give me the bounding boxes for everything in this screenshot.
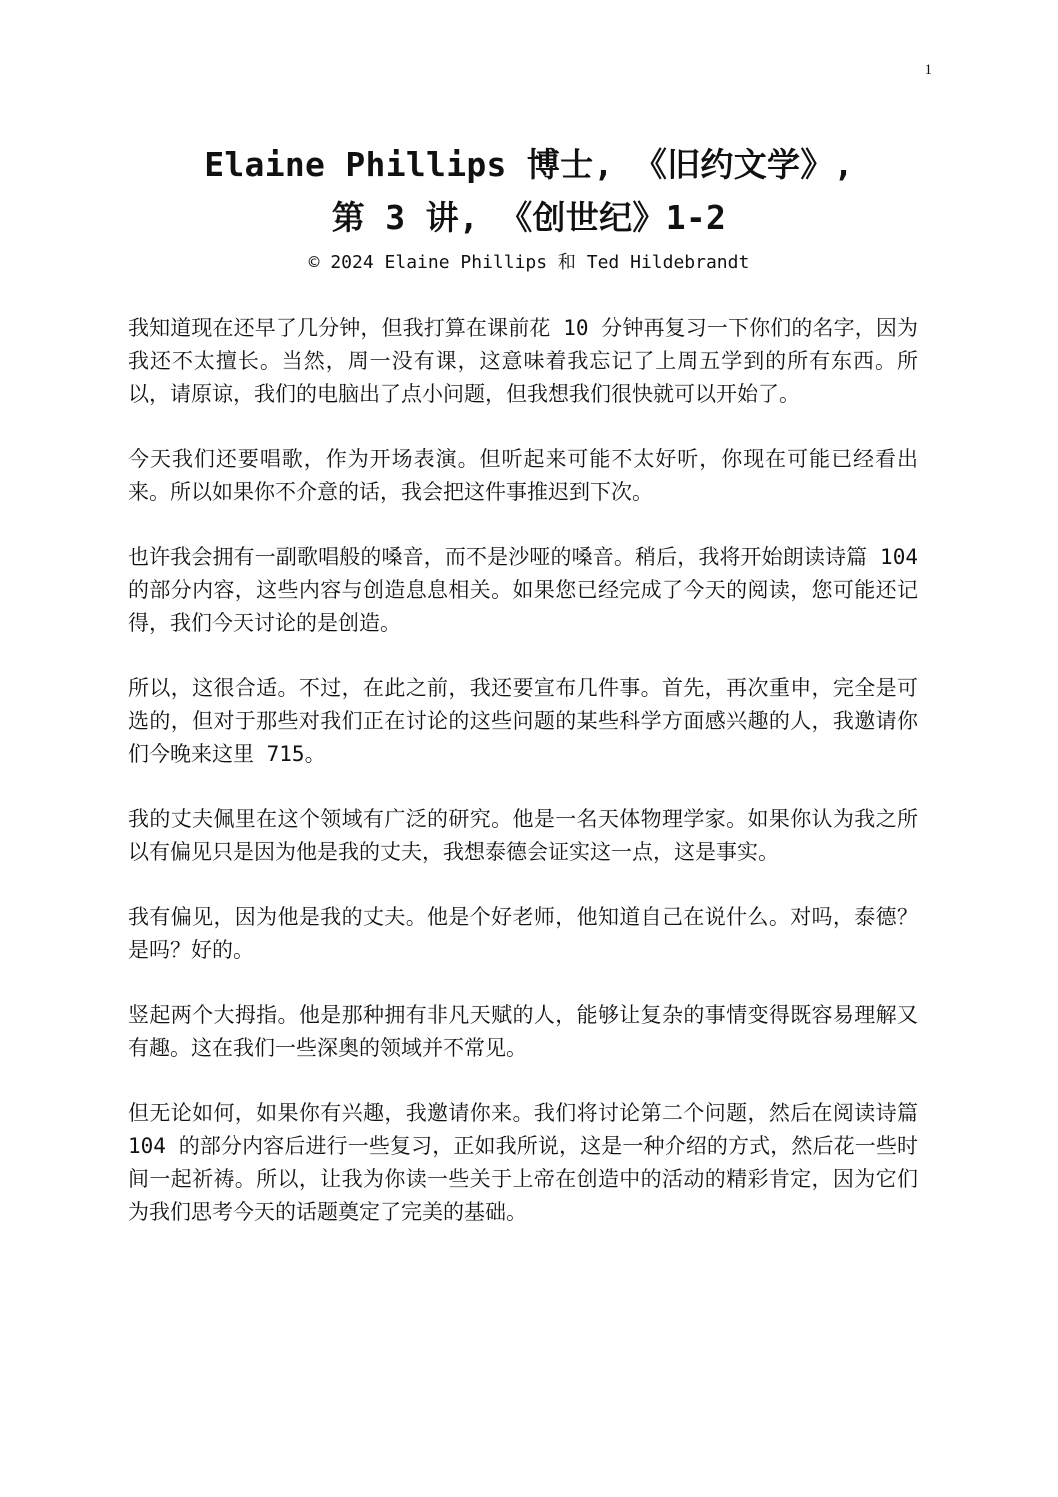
copyright-notice: © 2024 Elaine Phillips 和 Ted Hildebrandt [308,252,750,273]
paragraph-7: 竖起两个大拇指。他是那种拥有非凡天赋的人，能够让复杂的事情变得既容易理解又有趣。这在我们一些深奥的领域并不常见。 [128,1003,918,1060]
paragraph-6: 我有偏见，因为他是我的丈夫。他是个好老师，他知道自己在说什么。对吗，泰德？是吗？好的。 [128,905,918,962]
page-number: 1 [924,62,932,78]
paragraph-4: 所以，这很合适。不过，在此之前，我还要宣布几件事。首先，再次重申，完全是可选的，但对于那些对我们正在讨论的这些问题的某些科学方面感兴趣的人，我邀请你们今晚来这里 715。 [128,676,918,766]
document-body [128,312,918,1261]
title-block [0,138,1058,276]
paragraph-1: 我知道现在还早了几分钟，但我打算在课前花 10 分钟再复习一下你们的名字，因为我还不太擅长。当然，周一没有课，这意味着我忘记了上周五学到的所有东西。所以，请原谅，我们的电脑出了点小问题，但我想我们很快就可以开始了。 [128,316,918,406]
document-title-line-1: Elaine Phillips 博士, 《旧约文学》, [204,145,854,184]
paragraph-2: 今天我们还要唱歌，作为开场表演。但听起来可能不太好听，你现在可能已经看出来。所以如果你不介意的话，我会把这件事推迟到下次。 [128,447,918,504]
paragraph-8: 但无论如何，如果你有兴趣，我邀请你来。我们将讨论第二个问题，然后在阅读诗篇 104 的部分内容后进行一些复习，正如我所说，这是一种介绍的方式，然后花一些时间一起祈祷。所以，让我为你读一些关于上帝在创造中的活动的精彩肯定，因为它们为我们思考今天的话题奠定了完美的基础。 [128,1101,918,1224]
document-title-line-2: 第 3 讲, 《创世纪》1-2 [331,198,727,237]
paragraph-3: 也许我会拥有一副歌唱般的嗓音，而不是沙哑的嗓音。稍后，我将开始朗读诗篇 104 的部分内容，这些内容与创造息息相关。如果您已经完成了今天的阅读，您可能还记得，我们今天讨论的是创造。 [128,545,918,635]
paragraph-5: 我的丈夫佩里在这个领域有广泛的研究。他是一名天体物理学家。如果你认为我之所以有偏见只是因为他是我的丈夫，我想泰德会证实这一点，这是事实。 [128,807,918,864]
